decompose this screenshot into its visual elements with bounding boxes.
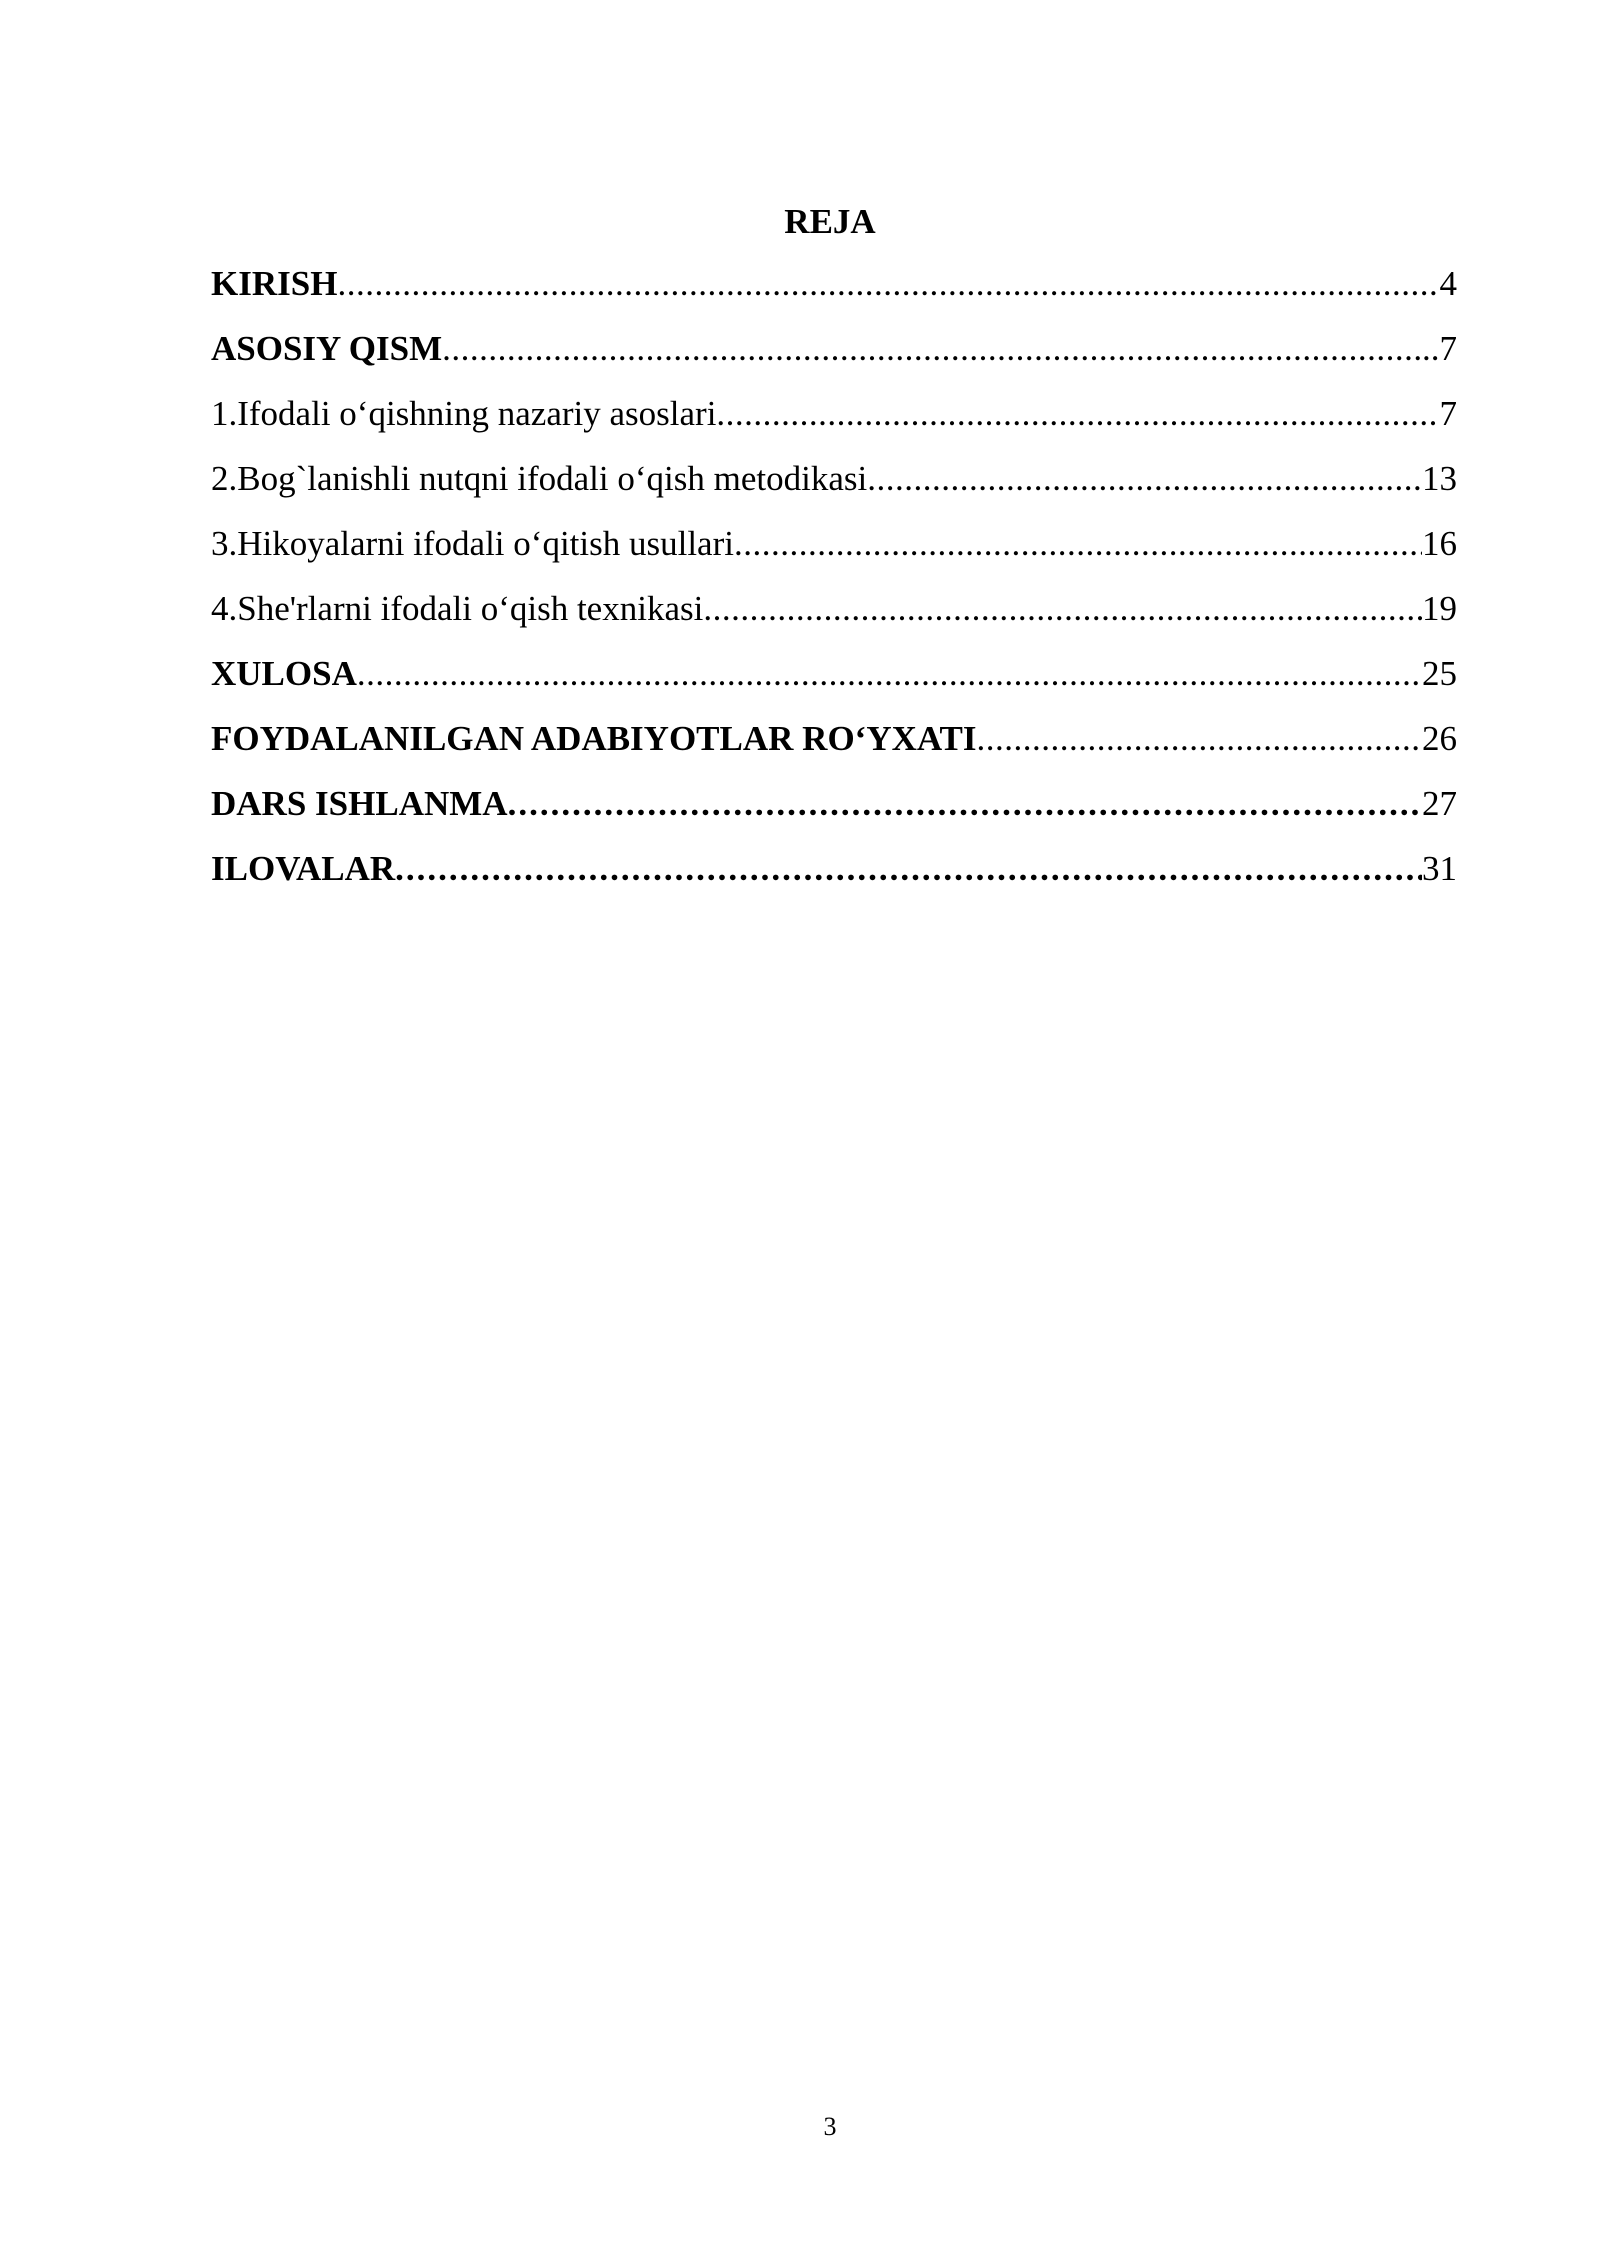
toc-entry-title: FOYDALANILGAN ADABIYOTLAR RO‘YXATI bbox=[211, 719, 977, 758]
toc-entry-page: 19 bbox=[1422, 589, 1457, 628]
toc-entry-page: 7 bbox=[1439, 394, 1457, 433]
toc-entry-adabiyotlar[interactable] bbox=[211, 715, 1457, 780]
toc-entry-section-4[interactable] bbox=[211, 585, 1457, 650]
dot-leader bbox=[977, 715, 1422, 763]
toc-entry-page: ..7 bbox=[1422, 329, 1457, 368]
dot-leader bbox=[337, 260, 1439, 308]
toc-entry-page: 27 bbox=[1422, 784, 1457, 823]
toc-entry-dars-ishlanma[interactable] bbox=[211, 780, 1457, 845]
dot-leader bbox=[716, 390, 1439, 438]
toc-entry-section-3[interactable] bbox=[211, 520, 1457, 585]
page-number: 3 bbox=[823, 2112, 837, 2141]
toc-entry-page: 13 bbox=[1422, 459, 1457, 498]
dot-leader bbox=[734, 520, 1422, 568]
toc-entry-ilovalar[interactable] bbox=[211, 845, 1457, 910]
toc-entry-xulosa[interactable] bbox=[211, 650, 1457, 715]
table-of-contents bbox=[211, 260, 1457, 910]
toc-entry-title: 1.Ifodali o‘qishning nazariy asoslari bbox=[211, 394, 717, 433]
dot-leader bbox=[703, 585, 1422, 633]
toc-entry-page: 4 bbox=[1439, 264, 1457, 303]
toc-entry-title: XULOSA bbox=[211, 654, 357, 693]
toc-entry-title: ILOVALAR bbox=[211, 849, 396, 888]
toc-entry-asosiy-qism[interactable] bbox=[211, 325, 1457, 390]
toc-entry-title: DARS ISHLANMA bbox=[211, 784, 508, 823]
toc-entry-section-2[interactable] bbox=[211, 455, 1457, 520]
toc-entry-kirish[interactable] bbox=[211, 260, 1457, 325]
dot-leader bbox=[442, 325, 1422, 373]
toc-entry-title: 2.Bog`lanishli nutqni ifodali o‘qish metodikasi bbox=[211, 459, 868, 498]
toc-entry-title: KIRISH bbox=[211, 264, 338, 303]
toc-entry-section-1[interactable] bbox=[211, 390, 1457, 455]
dot-leader bbox=[867, 455, 1422, 503]
toc-entry-page: 25 bbox=[1422, 654, 1457, 693]
page-title: REJA bbox=[784, 202, 876, 241]
dot-leader bbox=[508, 780, 1422, 828]
dot-leader bbox=[395, 845, 1422, 893]
toc-entry-page: 31 bbox=[1422, 849, 1457, 888]
toc-entry-page: 26 bbox=[1422, 719, 1457, 758]
toc-entry-title: ASOSIY QISM bbox=[211, 329, 443, 368]
toc-entry-title: 3.Hikoyalarni ifodali o‘qitish usullari bbox=[211, 524, 734, 563]
dot-leader bbox=[357, 650, 1422, 698]
toc-entry-title: 4.She'rlarni ifodali o‘qish texnikasi bbox=[211, 589, 704, 628]
toc-entry-page: 16 bbox=[1422, 524, 1457, 563]
